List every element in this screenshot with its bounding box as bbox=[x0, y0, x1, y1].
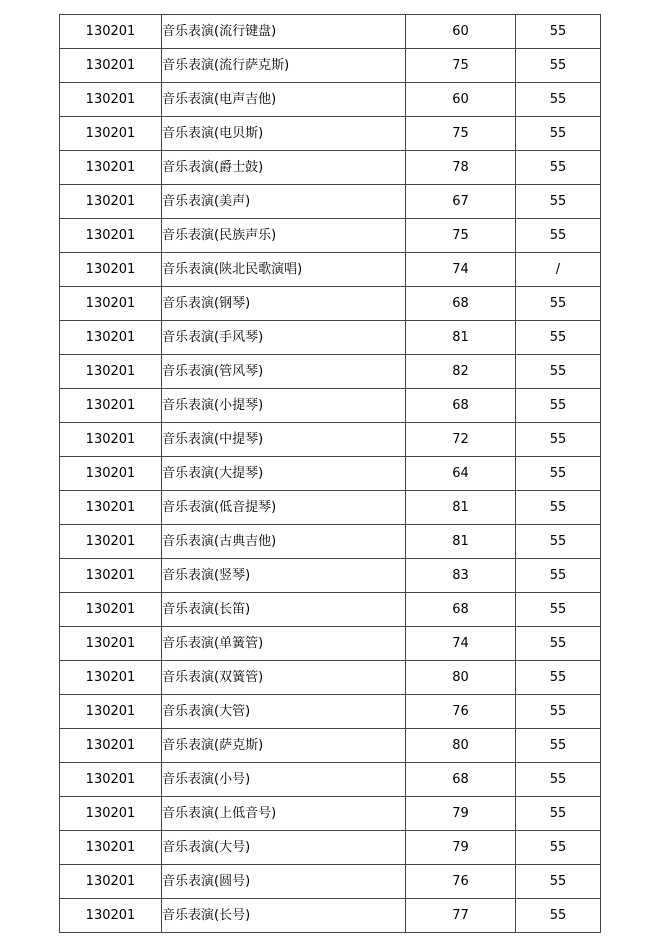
score-line-b-cell: 55 bbox=[516, 83, 601, 117]
score-line-b-cell: 55 bbox=[516, 423, 601, 457]
table-row bbox=[60, 661, 601, 695]
score-line-b-cell: 55 bbox=[516, 491, 601, 525]
score-line-a-cell: 83 bbox=[406, 559, 516, 593]
major-code-cell: 130201 bbox=[60, 797, 162, 831]
major-name-cell: 音乐表演(低音提琴) bbox=[162, 491, 406, 525]
table-row bbox=[60, 423, 601, 457]
score-line-b-cell: 55 bbox=[516, 457, 601, 491]
major-code-cell: 130201 bbox=[60, 15, 162, 49]
table-row bbox=[60, 185, 601, 219]
score-line-b-cell: 55 bbox=[516, 865, 601, 899]
major-name-cell: 音乐表演(上低音号) bbox=[162, 797, 406, 831]
major-name-cell: 音乐表演(大号) bbox=[162, 831, 406, 865]
score-line-a-cell: 77 bbox=[406, 899, 516, 933]
score-line-b-cell: 55 bbox=[516, 695, 601, 729]
score-line-a-cell: 68 bbox=[406, 389, 516, 423]
score-line-b-cell: 55 bbox=[516, 151, 601, 185]
major-code-cell: 130201 bbox=[60, 423, 162, 457]
table-row bbox=[60, 15, 601, 49]
score-line-a-cell: 76 bbox=[406, 865, 516, 899]
score-line-a-cell: 60 bbox=[406, 83, 516, 117]
score-line-a-cell: 68 bbox=[406, 763, 516, 797]
major-name-cell: 音乐表演(小号) bbox=[162, 763, 406, 797]
major-name-cell: 音乐表演(大提琴) bbox=[162, 457, 406, 491]
score-line-b-cell: 55 bbox=[516, 899, 601, 933]
major-code-cell: 130201 bbox=[60, 559, 162, 593]
table-row bbox=[60, 525, 601, 559]
major-name-cell: 音乐表演(长号) bbox=[162, 899, 406, 933]
table-row bbox=[60, 151, 601, 185]
major-code-cell: 130201 bbox=[60, 117, 162, 151]
table-row bbox=[60, 797, 601, 831]
score-line-a-cell: 79 bbox=[406, 797, 516, 831]
score-line-a-cell: 64 bbox=[406, 457, 516, 491]
score-line-b-cell: 55 bbox=[516, 525, 601, 559]
score-table-body bbox=[60, 15, 601, 933]
major-code-cell: 130201 bbox=[60, 185, 162, 219]
table-row bbox=[60, 219, 601, 253]
major-name-cell: 音乐表演(长笛) bbox=[162, 593, 406, 627]
major-code-cell: 130201 bbox=[60, 49, 162, 83]
score-line-a-cell: 81 bbox=[406, 491, 516, 525]
major-name-cell: 音乐表演(单簧管) bbox=[162, 627, 406, 661]
major-name-cell: 音乐表演(双簧管) bbox=[162, 661, 406, 695]
major-name-cell: 音乐表演(流行萨克斯) bbox=[162, 49, 406, 83]
score-line-a-cell: 78 bbox=[406, 151, 516, 185]
major-code-cell: 130201 bbox=[60, 661, 162, 695]
table-row bbox=[60, 83, 601, 117]
major-code-cell: 130201 bbox=[60, 593, 162, 627]
table-row bbox=[60, 695, 601, 729]
score-line-b-cell: 55 bbox=[516, 15, 601, 49]
score-table bbox=[59, 14, 601, 933]
table-row bbox=[60, 899, 601, 933]
score-line-b-cell: 55 bbox=[516, 389, 601, 423]
score-line-b-cell: 55 bbox=[516, 593, 601, 627]
score-line-a-cell: 68 bbox=[406, 287, 516, 321]
score-line-b-cell: 55 bbox=[516, 729, 601, 763]
score-line-b-cell: 55 bbox=[516, 185, 601, 219]
table-row bbox=[60, 389, 601, 423]
major-code-cell: 130201 bbox=[60, 695, 162, 729]
table-row bbox=[60, 355, 601, 389]
table-row bbox=[60, 627, 601, 661]
table-row bbox=[60, 559, 601, 593]
major-code-cell: 130201 bbox=[60, 865, 162, 899]
major-code-cell: 130201 bbox=[60, 899, 162, 933]
major-name-cell: 音乐表演(管风琴) bbox=[162, 355, 406, 389]
score-line-b-cell: 55 bbox=[516, 355, 601, 389]
score-line-b-cell: 55 bbox=[516, 797, 601, 831]
score-line-a-cell: 60 bbox=[406, 15, 516, 49]
score-line-b-cell: 55 bbox=[516, 831, 601, 865]
table-row bbox=[60, 321, 601, 355]
major-code-cell: 130201 bbox=[60, 525, 162, 559]
major-code-cell: 130201 bbox=[60, 491, 162, 525]
table-row bbox=[60, 763, 601, 797]
major-name-cell: 音乐表演(钢琴) bbox=[162, 287, 406, 321]
major-code-cell: 130201 bbox=[60, 219, 162, 253]
major-code-cell: 130201 bbox=[60, 763, 162, 797]
major-code-cell: 130201 bbox=[60, 287, 162, 321]
table-row bbox=[60, 865, 601, 899]
major-name-cell: 音乐表演(竖琴) bbox=[162, 559, 406, 593]
score-line-a-cell: 82 bbox=[406, 355, 516, 389]
score-line-b-cell: / bbox=[516, 253, 601, 287]
table-row bbox=[60, 457, 601, 491]
score-line-a-cell: 74 bbox=[406, 253, 516, 287]
major-code-cell: 130201 bbox=[60, 831, 162, 865]
major-code-cell: 130201 bbox=[60, 355, 162, 389]
table-row bbox=[60, 287, 601, 321]
score-line-a-cell: 81 bbox=[406, 525, 516, 559]
table-row bbox=[60, 593, 601, 627]
major-name-cell: 音乐表演(陕北民歌演唱) bbox=[162, 253, 406, 287]
major-name-cell: 音乐表演(电声吉他) bbox=[162, 83, 406, 117]
score-line-b-cell: 55 bbox=[516, 763, 601, 797]
major-code-cell: 130201 bbox=[60, 321, 162, 355]
table-row bbox=[60, 491, 601, 525]
score-line-a-cell: 76 bbox=[406, 695, 516, 729]
major-code-cell: 130201 bbox=[60, 729, 162, 763]
score-line-a-cell: 79 bbox=[406, 831, 516, 865]
table-row bbox=[60, 49, 601, 83]
table-row bbox=[60, 729, 601, 763]
major-code-cell: 130201 bbox=[60, 151, 162, 185]
major-name-cell: 音乐表演(中提琴) bbox=[162, 423, 406, 457]
score-line-b-cell: 55 bbox=[516, 287, 601, 321]
table-row bbox=[60, 253, 601, 287]
score-line-a-cell: 75 bbox=[406, 49, 516, 83]
score-line-a-cell: 68 bbox=[406, 593, 516, 627]
major-name-cell: 音乐表演(大管) bbox=[162, 695, 406, 729]
major-name-cell: 音乐表演(萨克斯) bbox=[162, 729, 406, 763]
major-name-cell: 音乐表演(民族声乐) bbox=[162, 219, 406, 253]
major-code-cell: 130201 bbox=[60, 457, 162, 491]
major-code-cell: 130201 bbox=[60, 253, 162, 287]
score-line-b-cell: 55 bbox=[516, 559, 601, 593]
major-name-cell: 音乐表演(小提琴) bbox=[162, 389, 406, 423]
score-line-b-cell: 55 bbox=[516, 321, 601, 355]
major-name-cell: 音乐表演(流行键盘) bbox=[162, 15, 406, 49]
major-name-cell: 音乐表演(爵士鼓) bbox=[162, 151, 406, 185]
major-name-cell: 音乐表演(电贝斯) bbox=[162, 117, 406, 151]
score-line-a-cell: 81 bbox=[406, 321, 516, 355]
score-line-b-cell: 55 bbox=[516, 219, 601, 253]
table-row bbox=[60, 831, 601, 865]
score-line-a-cell: 80 bbox=[406, 661, 516, 695]
score-line-a-cell: 75 bbox=[406, 117, 516, 151]
score-line-a-cell: 75 bbox=[406, 219, 516, 253]
major-code-cell: 130201 bbox=[60, 83, 162, 117]
score-line-a-cell: 74 bbox=[406, 627, 516, 661]
table-row bbox=[60, 117, 601, 151]
major-name-cell: 音乐表演(美声) bbox=[162, 185, 406, 219]
major-name-cell: 音乐表演(圆号) bbox=[162, 865, 406, 899]
major-code-cell: 130201 bbox=[60, 627, 162, 661]
score-line-a-cell: 80 bbox=[406, 729, 516, 763]
score-line-b-cell: 55 bbox=[516, 627, 601, 661]
score-line-b-cell: 55 bbox=[516, 117, 601, 151]
major-name-cell: 音乐表演(手风琴) bbox=[162, 321, 406, 355]
score-line-a-cell: 67 bbox=[406, 185, 516, 219]
major-name-cell: 音乐表演(古典吉他) bbox=[162, 525, 406, 559]
score-line-a-cell: 72 bbox=[406, 423, 516, 457]
score-line-b-cell: 55 bbox=[516, 49, 601, 83]
major-code-cell: 130201 bbox=[60, 389, 162, 423]
score-line-b-cell: 55 bbox=[516, 661, 601, 695]
